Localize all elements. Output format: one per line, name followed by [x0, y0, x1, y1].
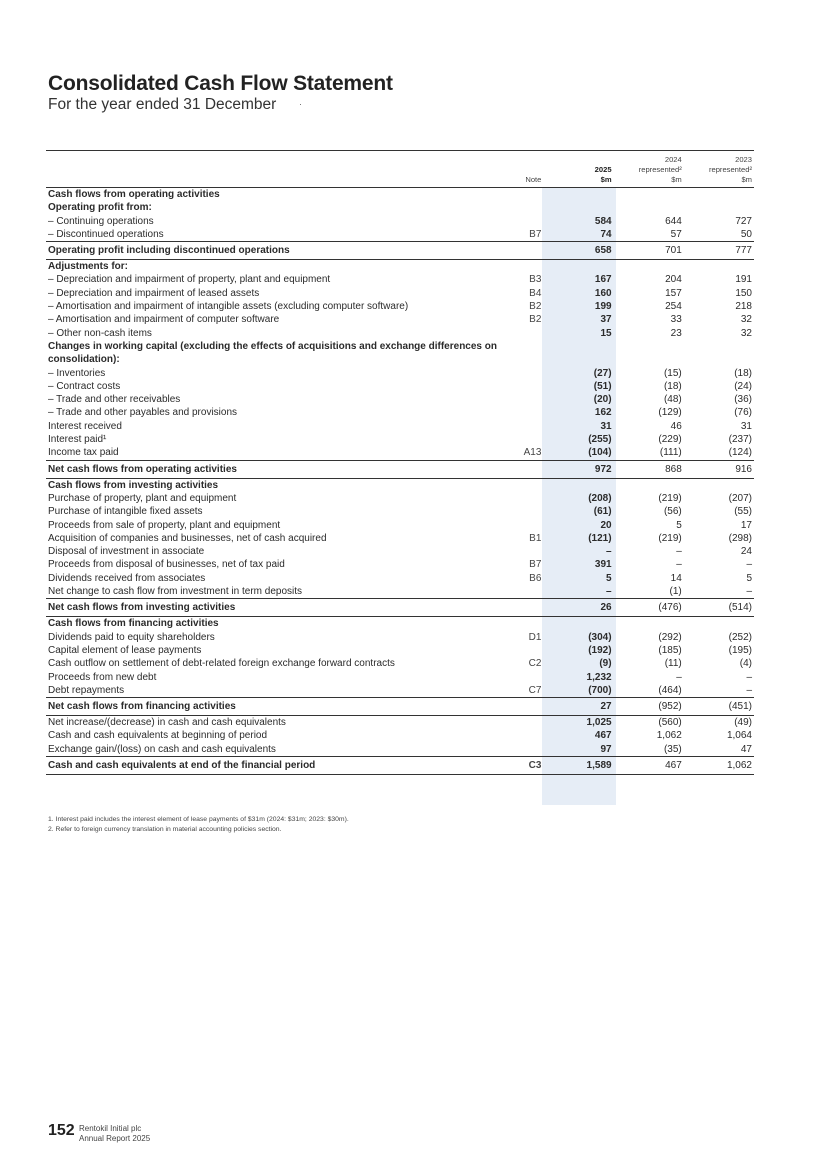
row-note: C7 [528, 684, 542, 696]
row-value-2024: 5 [676, 519, 682, 531]
row-label: Purchase of property, plant and equipment [48, 492, 237, 504]
row-label: Net cash flows from investing activities [46, 599, 511, 617]
footnotes [48, 815, 349, 835]
row-value-2023: 17 [740, 519, 752, 531]
row-label: Cash and cash equivalents at end of the financial period [46, 756, 511, 774]
row-value-2024: 157 [665, 287, 682, 299]
row-value-2023 [684, 188, 754, 202]
table-row [46, 327, 754, 340]
table-row [46, 585, 754, 599]
table-row [46, 492, 754, 505]
table-row [46, 617, 754, 631]
row-value-2025: 5 [606, 572, 612, 584]
row-value-2024: (464) [658, 684, 682, 696]
decorative-dot [300, 104, 301, 105]
row-label: – Discontinued operations [48, 228, 164, 240]
row-value-2023: (124) [728, 447, 752, 459]
row-value-2024: 701 [614, 242, 684, 260]
row-label: Net cash flows from financing activities [46, 698, 511, 716]
table-row [46, 599, 754, 617]
row-note [511, 492, 543, 505]
row-value-2023: (451) [684, 698, 754, 716]
table-row [46, 716, 754, 730]
page-subtitle: For the year ended 31 December [48, 96, 277, 113]
header-label-cell [46, 151, 511, 188]
footer-report-name: Annual Report 2025 [79, 1134, 151, 1143]
row-value-2023: (55) [734, 506, 752, 518]
header-2025-year: 2025 [594, 165, 612, 174]
row-label: Acquisition of companies and businesses, net of cash acquired [48, 532, 327, 544]
row-value-2025: 37 [600, 314, 612, 326]
row-value-2025: (700) [588, 684, 612, 696]
row-value-2023: 916 [684, 460, 754, 478]
row-value-2023: (18) [734, 367, 752, 379]
header-2025-unit: $m [600, 175, 612, 184]
row-value-2024: 868 [614, 460, 684, 478]
header-2023-unit: $m [741, 175, 752, 184]
row-note [511, 188, 543, 202]
row-label: – Inventories [48, 367, 106, 379]
row-value-2024: – [676, 546, 682, 558]
row-label: – Other non-cash items [48, 327, 152, 339]
row-value-2024: (476) [614, 599, 684, 617]
table-row [46, 380, 754, 393]
row-value-2023: 31 [740, 420, 752, 432]
row-label: Cash outflow on settlement of debt-related foreign exchange forward contracts [48, 658, 395, 670]
row-value-2024: (56) [663, 506, 682, 518]
row-label: – Amortisation and impairment of intangible assets (excluding computer software) [48, 301, 409, 313]
row-value-2024: 204 [665, 274, 682, 286]
table-row [46, 698, 754, 716]
footnote-1: 1. Interest paid includes the interest element of lease payments of $31m (2024: $31m; 2023: $30m). [48, 816, 349, 823]
row-label: Changes in working capital (excluding the effects of acquisitions and exchange differences on consolidation): [48, 340, 497, 366]
header-2023-sub: represented² [708, 165, 752, 174]
row-label: Disposal of investment in associate [48, 546, 205, 558]
row-value-2025 [543, 340, 613, 367]
table-row [46, 572, 754, 585]
row-note [511, 478, 543, 492]
row-value-2024 [614, 340, 684, 367]
row-value-2025: 20 [600, 519, 612, 531]
row-value-2024: (229) [658, 434, 682, 446]
cash-flow-table [46, 150, 754, 775]
header-2024-year: 2024 [664, 155, 682, 164]
table-row [46, 406, 754, 419]
row-value-2023: 1,064 [726, 730, 752, 742]
row-label: Proceeds from disposal of businesses, net of tax paid [48, 559, 285, 571]
row-label: Proceeds from sale of property, plant and equipment [48, 519, 281, 531]
row-value-2024: (952) [614, 698, 684, 716]
row-value-2023: (207) [728, 492, 752, 504]
row-note [511, 380, 543, 393]
row-value-2025: 1,232 [586, 671, 612, 683]
row-note: B2 [529, 314, 542, 326]
row-value-2023: 191 [735, 274, 752, 286]
row-value-2024: (185) [658, 644, 682, 656]
row-value-2024: 1,062 [656, 730, 682, 742]
row-label: Capital element of lease payments [48, 644, 202, 656]
page-title: Consolidated Cash Flow Statement [48, 72, 393, 95]
row-label: – Trade and other receivables [48, 394, 181, 406]
row-value-2025: 391 [594, 559, 612, 571]
row-value-2025: (255) [588, 434, 612, 446]
row-value-2025: (304) [588, 631, 612, 643]
table-row [46, 420, 754, 433]
row-value-2023: 777 [684, 242, 754, 260]
row-value-2023: (49) [734, 717, 752, 729]
row-note [511, 729, 543, 742]
row-value-2025 [543, 188, 613, 202]
row-label: Interest paid¹ [48, 434, 107, 446]
row-value-2023: (195) [728, 644, 752, 656]
table-row [46, 684, 754, 698]
row-value-2024: (560) [658, 717, 682, 729]
row-label: Operating profit from: [48, 202, 152, 214]
row-value-2025: – [606, 586, 612, 598]
footer-company [79, 1124, 150, 1144]
row-label: Cash flows from financing activities [48, 618, 219, 630]
row-value-2025: 97 [600, 743, 612, 755]
row-value-2023: – [746, 671, 752, 683]
row-value-2023: 218 [735, 301, 752, 313]
row-value-2025: 658 [543, 242, 613, 260]
row-note: C2 [528, 658, 542, 670]
row-value-2025: 162 [594, 407, 612, 419]
row-value-2024: (129) [658, 407, 682, 419]
row-value-2023: – [746, 684, 752, 696]
row-note [511, 743, 543, 757]
table-row [46, 273, 754, 286]
row-value-2024 [614, 188, 684, 202]
row-value-2025: 160 [594, 287, 612, 299]
row-value-2025: (61) [593, 506, 612, 518]
table-row [46, 367, 754, 380]
row-label: – Depreciation and impairment of leased assets [48, 287, 260, 299]
table-row [46, 313, 754, 326]
row-note [511, 260, 543, 274]
row-value-2024: 644 [665, 215, 682, 227]
row-label: Interest received [48, 420, 122, 432]
row-note [511, 545, 543, 558]
table-row [46, 519, 754, 532]
row-value-2025: 31 [600, 420, 612, 432]
table-row [46, 260, 754, 274]
row-value-2025 [543, 478, 613, 492]
row-note [511, 406, 543, 419]
row-note: B1 [529, 532, 542, 544]
row-value-2024: (11) [664, 658, 682, 670]
row-note [511, 599, 543, 617]
row-label: Purchase of intangible fixed assets [48, 506, 203, 518]
row-note [511, 716, 543, 730]
row-note [511, 327, 543, 340]
row-value-2023: (36) [734, 394, 752, 406]
table-row [46, 300, 754, 313]
row-value-2025 [543, 617, 613, 631]
table-row [46, 460, 754, 478]
table-row [46, 433, 754, 446]
row-label: Debt repayments [48, 684, 125, 696]
row-value-2025: 74 [600, 228, 612, 240]
row-label: Operating profit including discontinued operations [46, 242, 511, 260]
row-note [511, 585, 543, 599]
row-value-2023 [684, 617, 754, 631]
row-note [511, 519, 543, 532]
table-row [46, 215, 754, 228]
row-value-2025: 26 [543, 599, 613, 617]
row-note [511, 644, 543, 657]
row-label: Exchange gain/(loss) on cash and cash equivalents [48, 743, 276, 755]
row-label: – Continuing operations [48, 215, 154, 227]
header-2023-year: 2023 [735, 155, 752, 164]
row-note [511, 698, 543, 716]
row-value-2023 [684, 478, 754, 492]
row-note [511, 420, 543, 433]
row-value-2023: 50 [740, 228, 752, 240]
row-label: Adjustments for: [48, 261, 128, 273]
row-value-2023: (298) [728, 532, 752, 544]
page-number: 152 [48, 1122, 75, 1139]
row-note [511, 340, 543, 367]
row-value-2025: (20) [593, 394, 612, 406]
row-label: Cash flows from operating activities [48, 189, 220, 200]
row-value-2023 [684, 201, 754, 214]
row-value-2025: (104) [588, 447, 612, 459]
header-2023 [684, 151, 754, 188]
row-note: B7 [529, 559, 542, 571]
row-note [511, 505, 543, 518]
row-value-2024: (18) [663, 380, 682, 392]
row-note [511, 242, 543, 260]
row-value-2025: 15 [600, 327, 612, 339]
row-label: Dividends paid to equity shareholders [48, 631, 215, 643]
row-value-2024: 33 [670, 314, 682, 326]
row-value-2025: 1,589 [543, 756, 613, 774]
table-row [46, 478, 754, 492]
row-value-2025: (51) [593, 380, 612, 392]
row-value-2025: (27) [593, 367, 612, 379]
table-row [46, 242, 754, 260]
row-note [511, 433, 543, 446]
row-value-2025: (208) [588, 492, 612, 504]
header-note: Note [511, 151, 543, 188]
row-value-2023: (4) [739, 658, 752, 670]
row-value-2024: (111) [659, 447, 682, 459]
header-2024 [614, 151, 684, 188]
row-note: C3 [511, 756, 543, 774]
row-value-2024: (219) [658, 532, 682, 544]
row-value-2023: (237) [728, 434, 752, 446]
table-row [46, 631, 754, 644]
row-note [511, 460, 543, 478]
row-value-2024: 46 [670, 420, 682, 432]
row-label: Cash flows from investing activities [48, 479, 219, 491]
row-value-2025: 167 [594, 274, 612, 286]
row-label: – Contract costs [48, 380, 121, 392]
row-value-2023: – [746, 586, 752, 598]
table-row [46, 729, 754, 742]
row-value-2024: – [676, 559, 682, 571]
row-value-2024: (35) [663, 743, 682, 755]
table-row [46, 201, 754, 214]
row-label: Net increase/(decrease) in cash and cash equivalents [48, 717, 286, 729]
row-note: D1 [528, 631, 542, 643]
row-note: B6 [529, 572, 542, 584]
footer-company-name: Rentokil Initial plc [79, 1124, 142, 1133]
row-value-2023: 150 [735, 287, 752, 299]
table-row [46, 446, 754, 460]
table-row [46, 657, 754, 670]
table-row [46, 644, 754, 657]
row-note: B4 [529, 287, 542, 299]
row-value-2025: 199 [594, 301, 612, 313]
row-note [511, 215, 543, 228]
table-row [46, 743, 754, 757]
row-note: B7 [529, 228, 542, 240]
row-label: Net cash flows from operating activities [46, 460, 511, 478]
footnote-2: 2. Refer to foreign currency translation in material accounting policies section. [48, 826, 282, 833]
row-value-2024: (15) [663, 367, 682, 379]
row-note: B2 [529, 301, 542, 313]
header-2025 [543, 151, 613, 188]
row-value-2023: (514) [684, 599, 754, 617]
row-label: Net change to cash flow from investment in term deposits [48, 586, 303, 598]
table-row [46, 545, 754, 558]
row-note [511, 671, 543, 684]
row-value-2024: 254 [665, 301, 682, 313]
row-value-2024: (292) [658, 631, 682, 643]
header-2024-sub: represented² [638, 165, 682, 174]
row-value-2024: 467 [614, 756, 684, 774]
table-row [46, 393, 754, 406]
table-row [46, 532, 754, 545]
row-value-2023 [684, 260, 754, 274]
row-value-2025: – [606, 546, 612, 558]
row-value-2024 [614, 260, 684, 274]
row-label: Dividends received from associates [48, 572, 206, 584]
row-value-2023: (76) [734, 407, 752, 419]
row-label: Proceeds from new debt [48, 671, 157, 683]
table-body [46, 188, 754, 775]
row-label: – Trade and other payables and provisions [48, 407, 238, 419]
row-value-2025: (121) [588, 532, 612, 544]
row-value-2023: 32 [740, 327, 752, 339]
row-value-2025: (192) [588, 644, 612, 656]
row-value-2025: 972 [543, 460, 613, 478]
table-row [46, 188, 754, 202]
row-note [511, 393, 543, 406]
row-note: B3 [529, 274, 542, 286]
row-note [511, 617, 543, 631]
row-label: – Depreciation and impairment of property, plant and equipment [48, 274, 331, 286]
row-value-2024 [614, 617, 684, 631]
row-value-2024: (1) [669, 586, 682, 598]
table-row [46, 287, 754, 300]
row-value-2023: 24 [740, 546, 752, 558]
row-label: Income tax paid [48, 447, 119, 459]
row-value-2023 [684, 340, 754, 367]
row-value-2025: 1,025 [586, 717, 612, 729]
row-value-2025: 27 [543, 698, 613, 716]
row-value-2023: 727 [735, 215, 752, 227]
row-value-2024: (48) [663, 394, 682, 406]
row-value-2023: 5 [746, 572, 752, 584]
row-value-2025: 584 [594, 215, 612, 227]
row-value-2023: (24) [734, 380, 752, 392]
row-label: Cash and cash equivalents at beginning of period [48, 730, 268, 742]
row-note [511, 201, 543, 214]
row-value-2025 [543, 201, 613, 214]
row-value-2024 [614, 478, 684, 492]
row-note: A13 [523, 447, 542, 459]
row-value-2024: – [676, 671, 682, 683]
table-row [46, 558, 754, 571]
row-value-2025: (9) [599, 658, 612, 670]
row-value-2024: 23 [670, 327, 682, 339]
table-row [46, 671, 754, 684]
row-value-2025: 467 [594, 730, 612, 742]
table-row [46, 505, 754, 518]
row-value-2023: – [746, 559, 752, 571]
table-row [46, 228, 754, 242]
row-value-2023: 1,062 [684, 756, 754, 774]
row-value-2024: 57 [670, 228, 682, 240]
row-value-2024: (219) [658, 492, 682, 504]
row-value-2025 [543, 260, 613, 274]
row-label: – Amortisation and impairment of computer software [48, 314, 280, 326]
row-value-2024 [614, 201, 684, 214]
table-header-row [46, 151, 754, 188]
row-note [511, 367, 543, 380]
row-value-2023: (252) [728, 631, 752, 643]
header-2024-unit: $m [671, 175, 682, 184]
table-row [46, 340, 754, 367]
row-value-2024: 14 [670, 572, 682, 584]
row-value-2023: 47 [740, 743, 752, 755]
table-row [46, 756, 754, 774]
row-value-2023: 32 [740, 314, 752, 326]
